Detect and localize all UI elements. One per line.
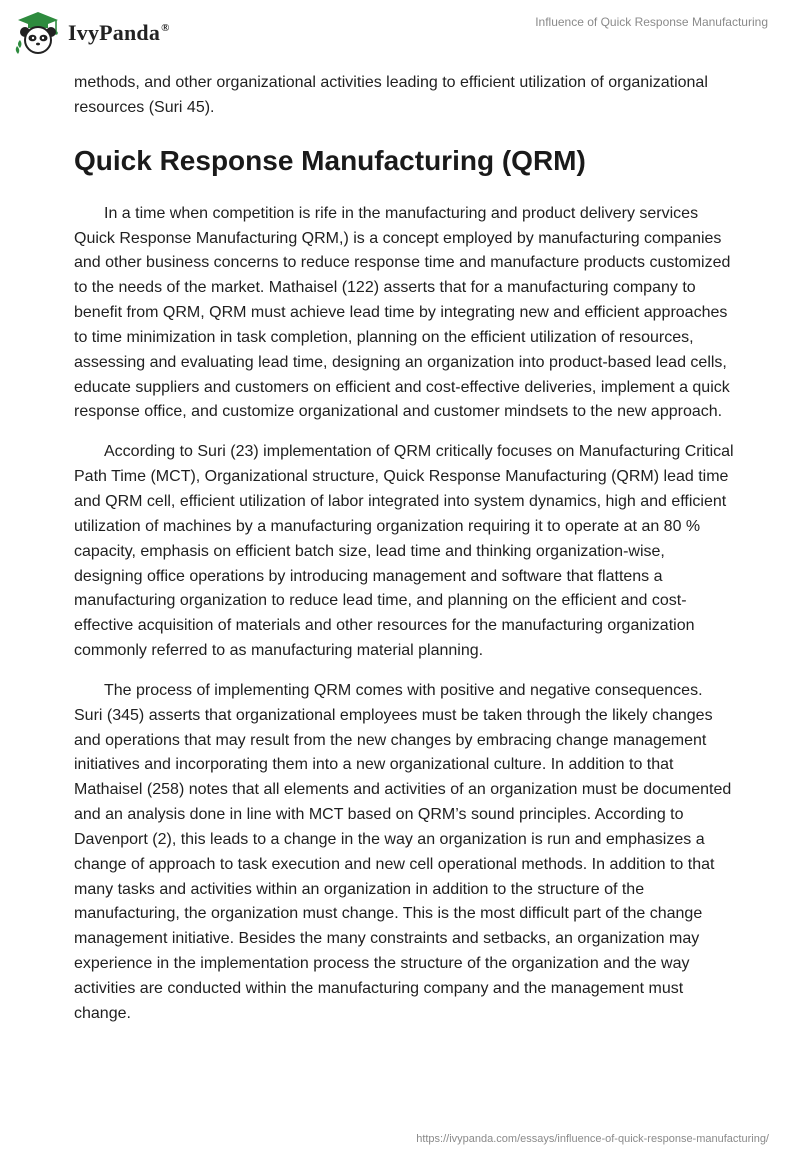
body-paragraph: According to Suri (23) implementation of QRM critically focuses on Manufacturing Critical Path Time (MCT), Organizational structure, Quick Response Manufacturing (QRM) lead time and QRM cell, efficient utilization of labor integrated into system dynamics, high and efficient utilization of machines by a manufacturing organization requiring it to operate at an 80 % capacity, emphasis on efficient batch size, lead time and thinking organization-wise, designing office operations by introducing management and software that flattens a manufacturing organization to reduce lead time, and planning on the efficient and cost-effective acquisition of materials and other resources for the manufacturing organization commonly referred to as manufacturing material planning. [74, 443, 734, 660]
source-url[interactable]: https://ivypanda.com/essays/influence-of-quick-response-manufacturing/ [416, 1133, 769, 1145]
body-paragraph: The process of implementing QRM comes with positive and negative consequences. Suri (345) asserts that organizational employees must be taken through the likely changes and operations that may result from the new changes by embracing change management initiatives and incorporating them into a new organizational culture. In addition to that Mathaisel (258) notes that all elements and activities of an organization must be documented and an analysis done in line with MCT based on QRM’s sound principles. According to Davenport (2), this leads to a change in the way an organization is run and emphasizes a change of approach to task execution and new cell operational methods. In addition to that many tasks and activities within an organization in addition to the structure of the manufacturing, the organization must change. This is the most difficult part of the change management initiative. Besides the many constraints and setbacks, an organization may experience in the implementation process the structure of the organization and the way activities are conducted within the manufacturing company and the management must change. [74, 681, 732, 1022]
section-heading: Quick Response Manufacturing (QRM) [74, 144, 586, 176]
brand-name[interactable]: IvyPanda® [68, 20, 170, 45]
lead-paragraph: methods, and other organizational activities leading to efficient utilization of organizational resources (Suri 45). [74, 74, 708, 116]
document-title: Influence of Quick Response Manufacturing [535, 15, 768, 29]
body-paragraph: In a time when competition is rife in the manufacturing and product delivery services Quick Response Manufacturing QRM,) is a concept employed by manufacturing companies and other business concerns to reduce response time and manufacture products customized to the needs of the market. Mathaisel (122) asserts that for a manufacturing company to benefit from QRM, QRM must achieve lead time by integrating new and efficient approaches to time minimization in task completion, planning on the efficient utilization of resources, assessing and evaluating lead time, designing an organization into product-based lead cells, educate suppliers and customers on efficient and cost-effective deliveries, implement a quick response office, and customize organizational and customer mindsets to the new approach. [74, 204, 731, 421]
ivypanda-logo[interactable] [14, 10, 170, 56]
trademark-symbol: ® [161, 22, 170, 34]
panda-mascot-icon [14, 10, 62, 56]
essay-content [74, 71, 734, 1027]
page-header [0, 0, 800, 70]
